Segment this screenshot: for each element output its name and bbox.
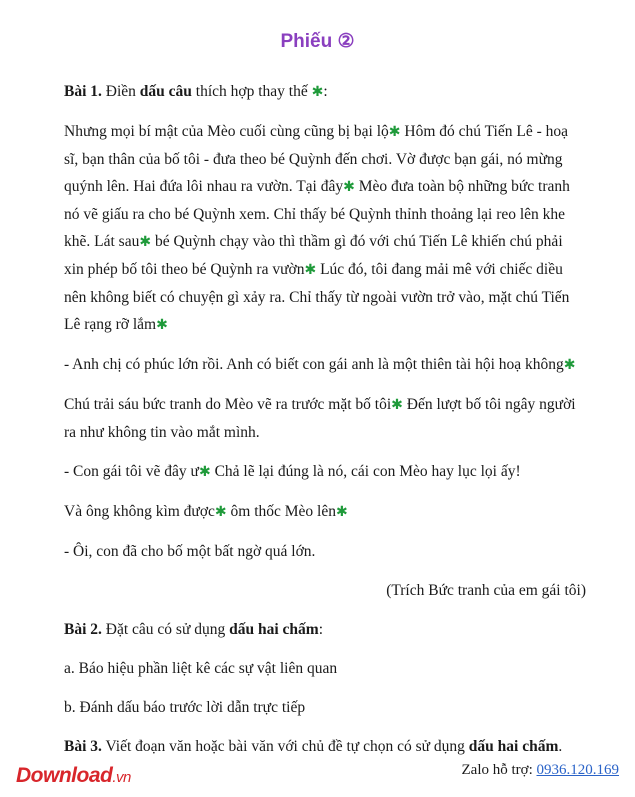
text-segment: - Con gái tôi vẽ đây ư [64,463,199,480]
bai2-label: Bài 2. [64,621,102,638]
star-icon: ✱ [311,84,324,100]
star-icon: ✱ [391,397,403,413]
text-segment: ôm thốc Mèo lên [226,503,336,520]
bai1-paragraph-4 [64,458,586,486]
text-segment: Và ông không kìm được [64,503,215,520]
bai2-prompt-bold: dấu hai chấm [229,621,319,638]
star-icon: ✱ [156,317,168,333]
logo-main: Download [16,764,113,787]
text-segment: Nhưng mọi bí mật của Mèo cuối cùng cũng bị bại lộ [64,123,389,140]
source-citation: (Trích Bức tranh của em gái tôi) [386,582,586,599]
text-segment: - Anh chị có phúc lớn rồi. Anh có biết con gái anh là một thiên tài hội hoạ không [64,356,564,373]
logo-tld: .vn [112,769,131,786]
bai1-prompt-end: : [323,83,328,100]
worksheet-content [64,78,586,772]
star-icon: ✱ [388,124,401,140]
star-icon: ✱ [336,504,348,520]
bai1-paragraph-2 [64,351,586,379]
bai1-prompt-bold: dấu câu [139,83,192,100]
text-segment: Đến lượt bố tôi ngây người ra như không tin vào mắt mình. [64,396,576,441]
bai3-prompt-a: Viết đoạn văn hoặc bài văn với chủ đề tự chọn có sử dụng [105,738,465,755]
star-icon: ✱ [139,234,152,250]
star-icon: ✱ [343,179,355,195]
bai1-label: Bài 1. [64,83,102,100]
bai1-prompt-b: thích hợp thay thế [195,83,308,100]
bai2-item-b: b. Đánh dấu báo trước lời dẫn trực tiếp [64,699,306,716]
text-segment: Chú trải sáu bức tranh do Mèo vẽ ra trước mặt bố tôi [64,396,392,413]
star-icon: ✱ [198,464,211,480]
bai1-paragraph-6: - Ôi, con đã cho bố một bất ngờ quá lớn. [64,543,316,560]
support-phone-link[interactable]: 0936.120.169 [536,762,619,778]
bai2-prompt-end: : [318,621,324,638]
bai1-paragraph-1 [64,118,586,339]
bai2-item-a: a. Báo hiệu phần liệt kê các sự vật liên quan [64,660,338,677]
bai1-paragraph-5 [64,498,586,526]
download-vn-logo[interactable] [16,764,131,788]
worksheet-title: Phiếu ② [280,31,355,52]
zalo-support [462,762,620,779]
text-segment: bé Quỳnh chạy vào thì thầm gì đó với chú Tiến Lê khiến chú phải xin phép bố tôi theo bé Quỳnh ra vườn [64,233,563,278]
text-segment: Hôm đó chú Tiến Lê - hoạ sĩ, bạn thân của bố tôi - đưa theo bé Quỳnh đến chơi. Vờ được bạn gái, nó mừng quýnh lên. Hai đứa lôi nhau ra vườn. Tại đây [64,123,569,195]
support-label: Zalo hỗ trợ: [461,762,533,778]
bai3-prompt-end: . [558,738,563,755]
bai1-paragraph-3 [64,391,586,446]
bai2-prompt-a: Đặt câu có sử dụng [105,621,226,638]
star-icon: ✱ [563,357,576,373]
bai3-heading [64,733,586,760]
text-segment: Mèo đưa toàn bộ những bức tranh nó vẽ giấu ra cho bé Quỳnh xem. Chỉ thấy bé Quỳnh thỉnh thoảng lại reo lên khe khẽ. Lát sau [64,178,570,250]
bai1-heading [64,78,586,106]
bai1-prompt-a: Điền [105,83,136,100]
bai3-prompt-bold: dấu hai chấm [468,738,559,755]
star-icon: ✱ [214,504,227,520]
text-segment: Lúc đó, tôi đang mải mê với chiếc diều nên không biết có chuyện gì xảy ra. Chỉ thấy từ ngoài vườn trở vào, mặt chú Tiến Lê rạng rỡ lắm [64,261,570,333]
bai3-label: Bài 3. [64,738,102,755]
text-segment: Chả lẽ lại đúng là nó, cái con Mèo hay lục lọi ấy! [210,463,521,480]
star-icon: ✱ [304,262,317,278]
bai2-heading [64,616,586,643]
